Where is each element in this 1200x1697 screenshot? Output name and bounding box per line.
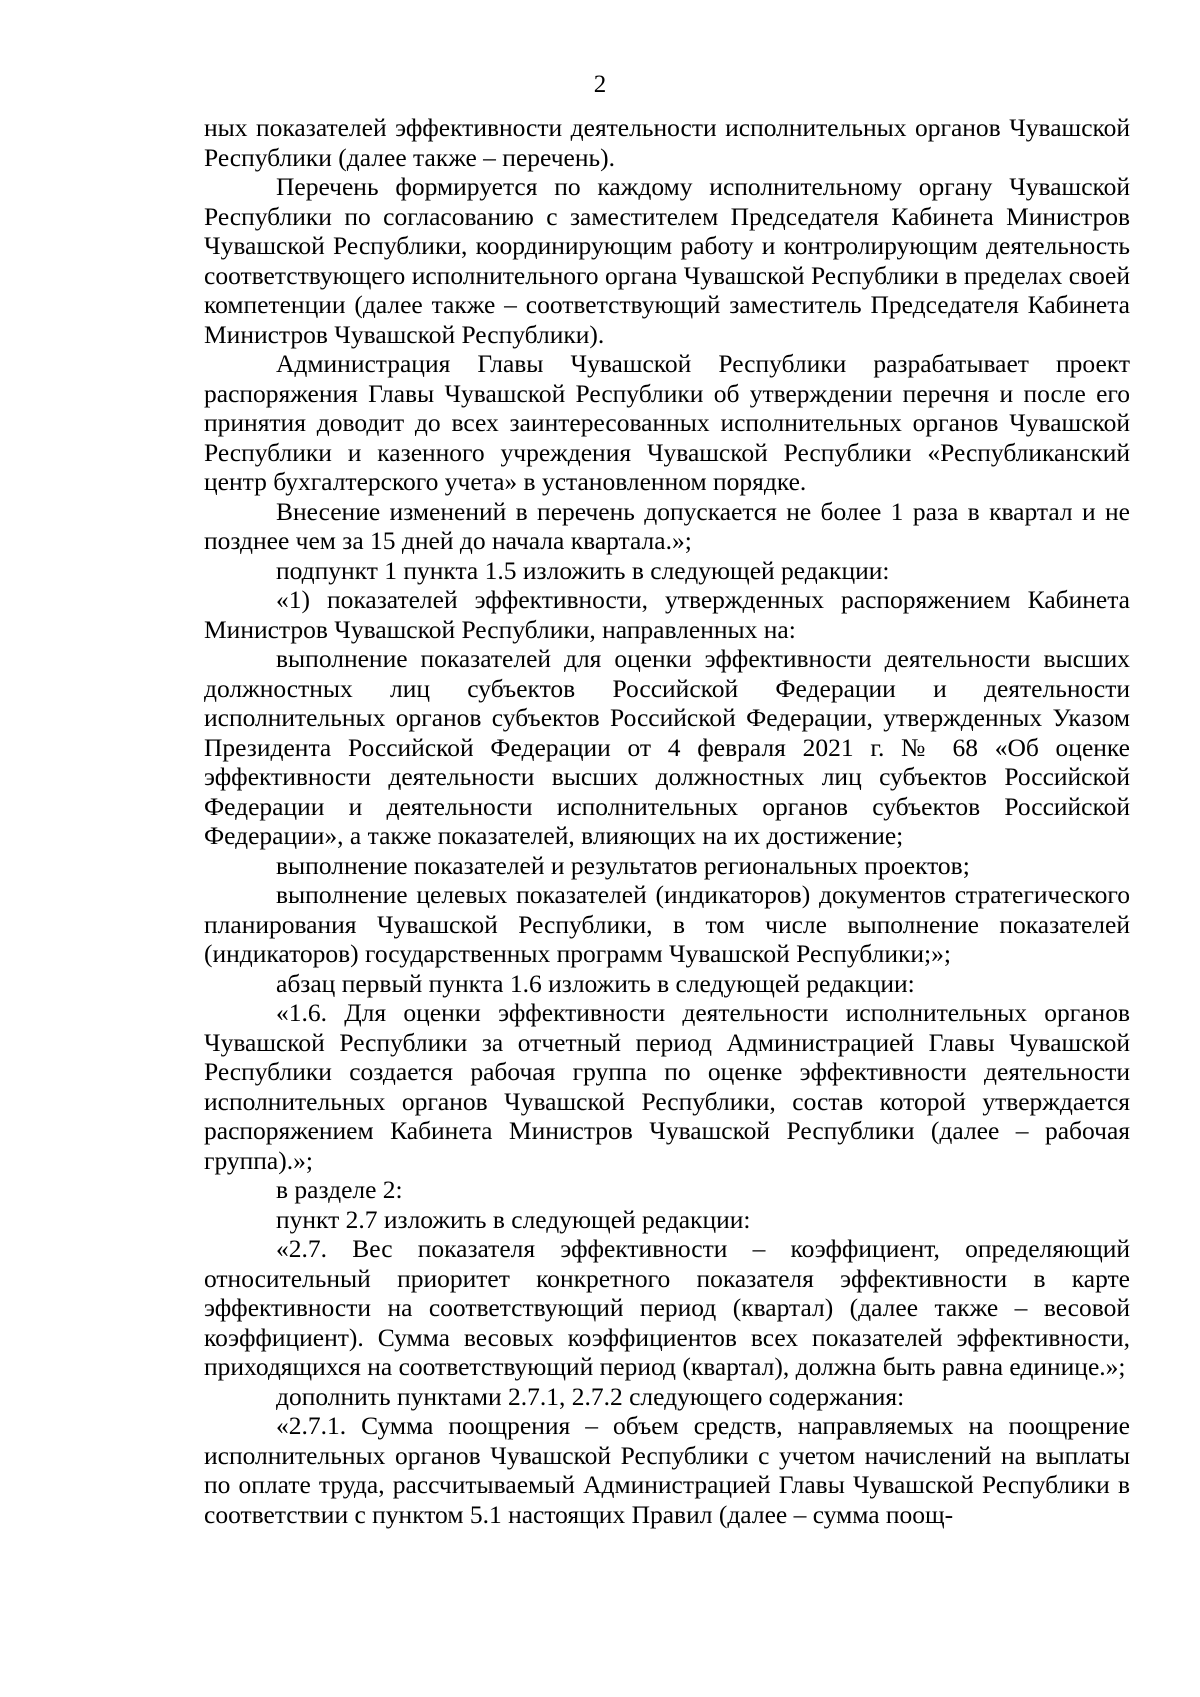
paragraph: «2.7. Вес показателя эффективности – коэффициент, определяющий относительный приоритет конкретного показателя эффективности в карте эффективности на соответствующий период (квартал) (далее также – весовой коэффициент). Сумма весовых коэффициентов всех показателей эффективности, приходящихся на соответствующий период (квартал), должна быть равна единице.»; <box>204 1234 1130 1381</box>
paragraph: выполнение показателей и результатов региональных проектов; <box>276 850 970 880</box>
paragraph: подпункт 1 пункта 1.5 изложить в следующей редакции: <box>276 555 890 585</box>
paragraph: Перечень формируется по каждому исполнительному органу Чувашской Республики по согласованию с заместителем Председателя Кабинета Министров Чувашской Республики, координирующим работу и контролирующим деятельность соответствующего исполнительного органа Чувашской Республики в пределах своей компетенции (далее также – соответствующий заместитель Председателя Кабинета Министров Чувашской Республики). <box>204 172 1130 349</box>
page-number: 2 <box>593 71 607 98</box>
paragraph: выполнение показателей для оценки эффективности деятельности высших должностных лиц субъектов Российской Федерации и деятельности исполнительных органов субъектов Российской Федерации, утвержденных Указом Президента Российской Федерации от 4 февраля 2021 г. № 68 «Об оценке эффективности деятельности высших должностных лиц субъектов Российской Федерации и деятельности исполнительных органов субъектов Российской Федерации», а также показателей, влияющих на их достижение; <box>204 644 1130 850</box>
paragraph: «2.7.1. Сумма поощрения – объем средств, направляемых на поощрение исполнительных органов Чувашской Республики с учетом начислений на выплаты по оплате труда, рассчитываемый Администрацией Главы Чувашской Республики в соответствии с пунктом 5.1 настоящих Правил (далее – сумма поощ- <box>204 1411 1130 1529</box>
paragraph: дополнить пунктами 2.7.1, 2.7.2 следующего содержания: <box>276 1381 905 1411</box>
document-body <box>204 113 1130 1529</box>
paragraph: «1.6. Для оценки эффективности деятельности исполнительных органов Чувашской Республики за отчетный период Администрацией Главы Чувашской Республики создается рабочая группа по оценке эффективности деятельности исполнительных органов Чувашской Республики, состав которой утверждается распоряжением Кабинета Министров Чувашской Республики (далее – рабочая группа).»; <box>204 998 1130 1175</box>
paragraph: «1) показателей эффективности, утвержденных распоряжением Кабинета Министров Чувашской Республики, направленных на: <box>204 585 1130 644</box>
paragraph: абзац первый пункта 1.6 изложить в следующей редакции: <box>276 968 915 998</box>
paragraph: Внесение изменений в перечень допускается не более 1 раза в квартал и не позднее чем за 15 дней до начала квартала.»; <box>204 496 1130 555</box>
paragraph: выполнение целевых показателей (индикаторов) документов стратегического планирования Чувашской Республики, в том числе выполнение показателей (индикаторов) государственных программ Чувашской Республики;»; <box>204 880 1130 968</box>
paragraph: Администрация Главы Чувашской Республики разрабатывает проект распоряжения Главы Чувашской Республики об утверждении перечня и после его принятия доводит до всех заинтересованных исполнительных органов Чувашской Республики и казенного учреждения Чувашской Республики «Республиканский центр бухгалтерского учета» в установленном порядке. <box>204 349 1130 496</box>
paragraph: пункт 2.7 изложить в следующей редакции: <box>276 1204 751 1234</box>
paragraph: ных показателей эффективности деятельности исполнительных органов Чувашской Республики (далее также – перечень). <box>204 113 1130 172</box>
paragraph: в разделе 2: <box>276 1175 403 1204</box>
